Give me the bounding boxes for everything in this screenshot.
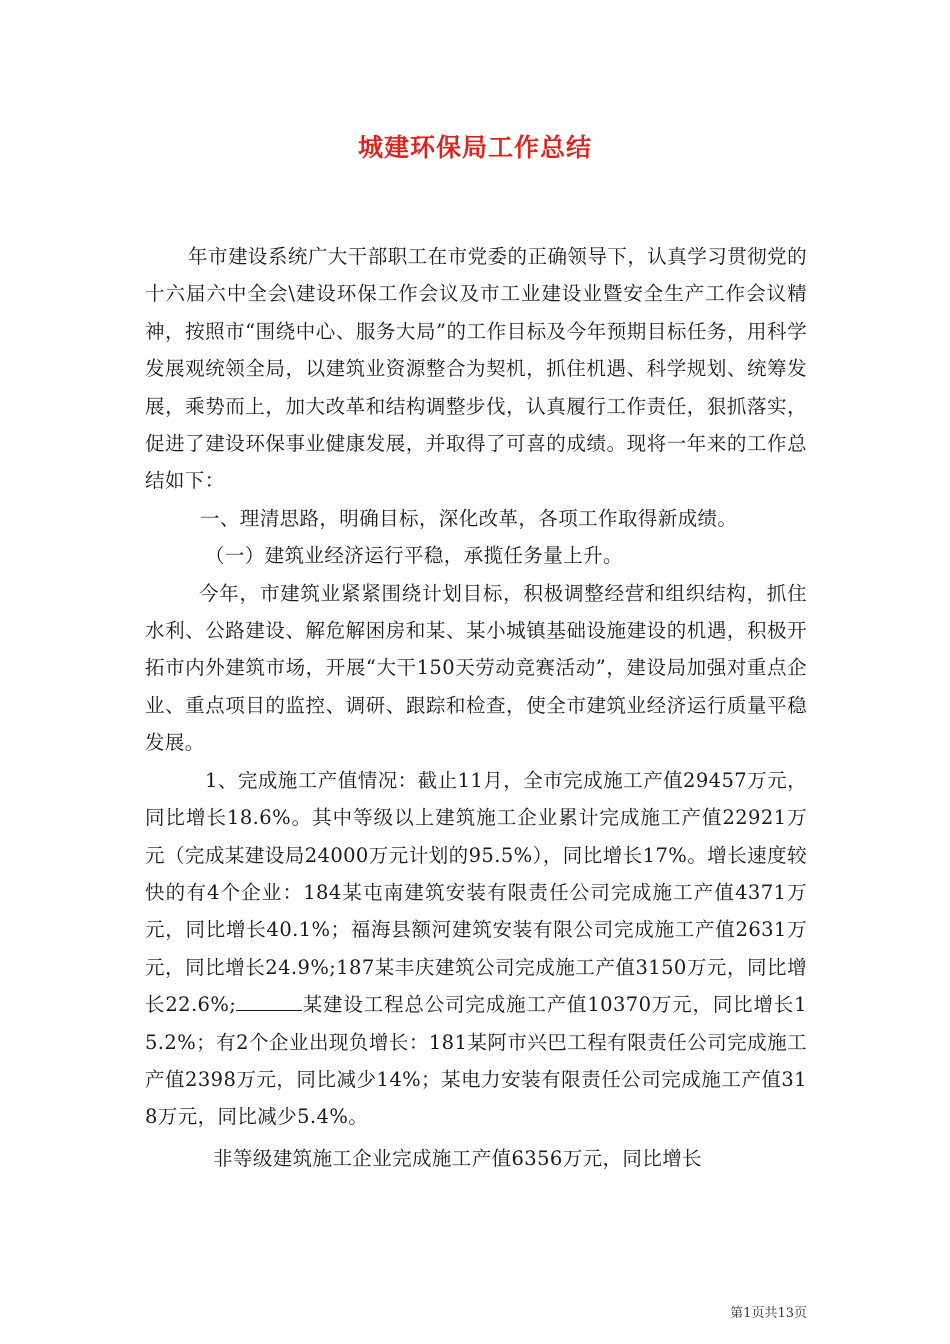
document-body <box>145 238 807 1177</box>
page-number-footer: 第1页共13页 <box>730 1306 807 1321</box>
blank-underline <box>236 992 302 1011</box>
list-item-1-part1: 1、完成施工产值情况：截止11月，全市完成施工产值29457万元，同比增长18.6%。其中等级以上建筑施工企业累计完成施工产值22921万元（完成某建设局24000万元计划的95.5%），同比增长17%。增长速度较快的有4个企业：184某屯南建筑安装有限责任公司完成施工产值4371万元，同比增长40.1%；福海县额河建筑安装有限公司完成施工产值2631万元，同比增长24.9%;187某丰庆建筑公司完成施工产值3150万元，同比增长22.6%; <box>145 768 807 1017</box>
paragraph-body-2: 非等级建筑施工企业完成施工产值6356万元，同比增长 <box>213 1146 703 1170</box>
subsection-heading-1: （一）建筑业经济运行平稳，承揽任务量上升。 <box>205 544 623 568</box>
list-item-1 <box>145 762 807 1136</box>
list-item-1-part2: 某建设工程总公司完成施工产值10370万元，同比增长15.2%；有2个企业出现负增长：181某阿市兴巴工程有限责任公司完成施工产值2398万元，同比减少14%；某电力安装有限责任公司完成施工产值318万元，同比减少5.4%。 <box>145 993 807 1129</box>
section-heading-1: 一、理清思路，明确目标，深化改革，各项工作取得新成绩。 <box>200 506 738 530</box>
paragraph-intro: 年市建设系统广大干部职工在市党委的正确领导下，认真学习贯彻党的十六届六中全会\建设环保工作会议及市工业建设业暨安全生产工作会议精神，按照市“围绕中心、服务大局”的工作目标及今年预期目标任务，用科学发展观统领全局，以建筑业资源整合为契机，抓住机遇、科学规划、统筹发展，乘势而上，加大改革和结构调整步伐，认真履行工作责任，狠抓落实，促进了建设环保事业健康发展，并取得了可喜的成绩。现将一年来的工作总结如下： <box>145 245 807 493</box>
page-title: 城建环保局工作总结 <box>357 133 592 162</box>
paragraph-body-1: 今年，市建筑业紧紧围绕计划目标，积极调整经营和组织结构，抓住水利、公路建设、解危解困房和某、某小城镇基础设施建设的机遇，积极开拓市内外建筑市场，开展“大干150天劳动竞赛活动”，建设局加强对重点企业、重点项目的监控、调研、跟踪和检查，使全市建筑业经济运行质量平稳发展。 <box>145 581 807 755</box>
